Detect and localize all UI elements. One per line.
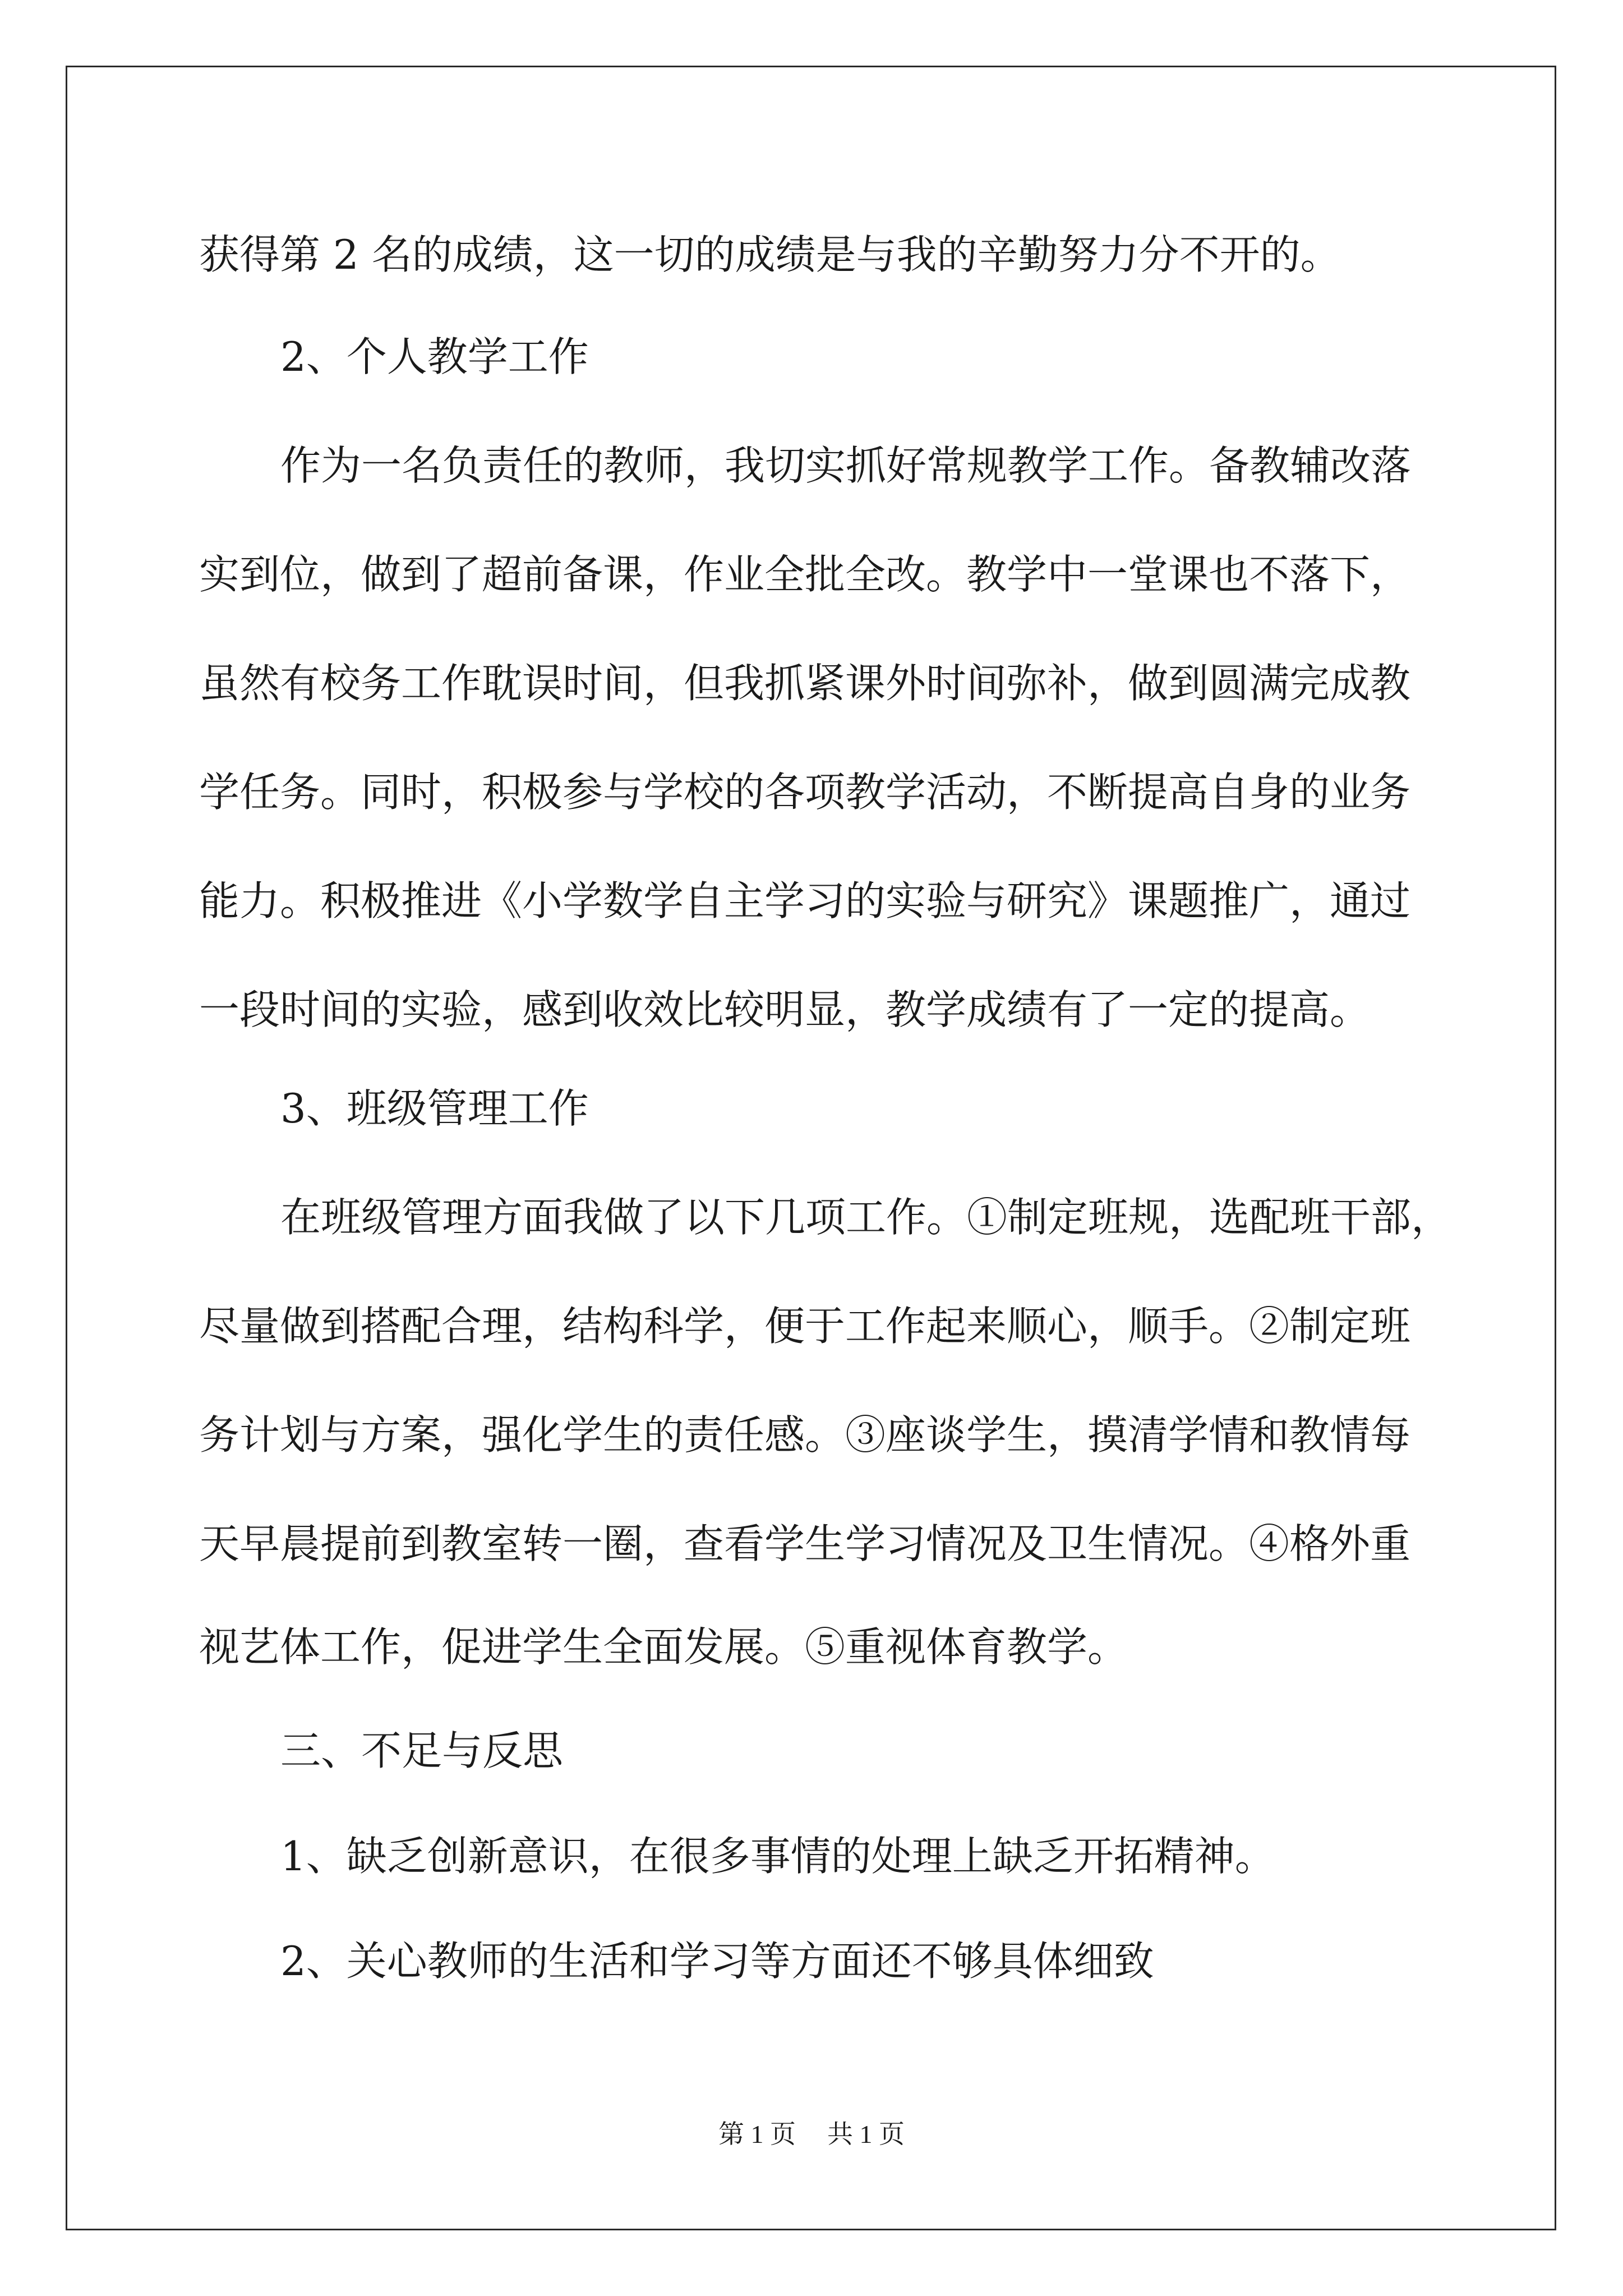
paragraph-line: 一段时间的实验，感到收效比较明显，教学成绩有了一定的提高。 [199,986,1371,1033]
paragraph-line: 作为一名负责任的教师，我切实抓好常规教学工作。备教辅改落 [280,442,1412,489]
paragraph-line: 1、缺乏创新意识，在很多事情的处理上缺乏开拓精神。 [280,1833,1275,1880]
paragraph-line: 2、关心教师的生活和学习等方面还不够具体细致 [280,1938,1154,1985]
page-total: 共 1 页 [827,2120,905,2148]
paragraph-line: 天早晨提前到教室转一圈，查看学生学习情况及卫生情况。④格外重 [199,1520,1411,1567]
paragraph-line: 学任务。同时，积极参与学校的各项教学活动，不断提高自身的业务 [199,769,1411,816]
paragraph-line: 务计划与方案，强化学生的责任感。③座谈学生，摸清学情和教情每 [199,1411,1411,1458]
page-number: 第 1 页 [718,2120,796,2148]
paragraph-line: 实到位，做到了超前备课，作业全批全改。教学中一堂课也不落下， [199,551,1411,598]
section-heading: 2、个人教学工作 [280,333,589,380]
section-heading: 3、班级管理工作 [280,1085,589,1132]
paragraph-line: 在班级管理方面我做了以下几项工作。①制定班规，选配班干部， [280,1194,1452,1241]
paragraph-line: 尽量做到搭配合理，结构科学，便于工作起来顺心，顺手。②制定班 [199,1303,1411,1350]
paragraph-line: 视艺体工作，促进学生全面发展。⑤重视体育教学。 [199,1623,1128,1671]
paragraph-line: 获得第 2 名的成绩，这一切的成绩是与我的辛勤努力分不开的。 [199,231,1341,278]
section-heading: 三、不足与反思 [280,1727,564,1774]
paragraph-line: 虽然有校务工作耽误时间，但我抓紧课外时间弥补，做到圆满完成教 [199,660,1411,707]
page-border [66,66,1556,2230]
page-footer [0,2122,1623,2147]
paragraph-line: 能力。积极推进《小学数学自主学习的实验与研究》课题推广，通过 [199,877,1411,924]
